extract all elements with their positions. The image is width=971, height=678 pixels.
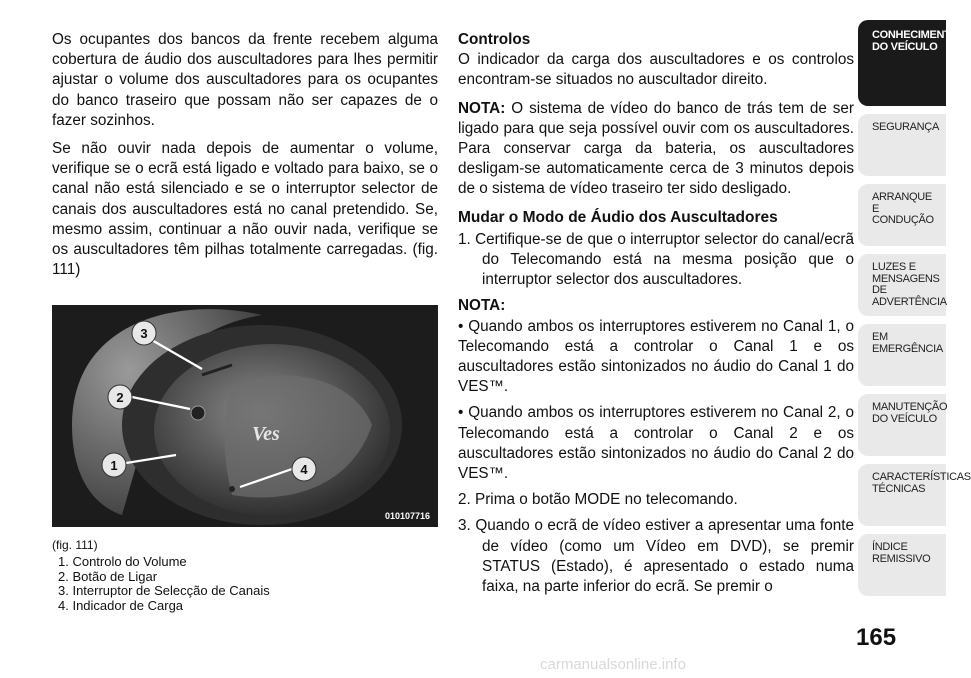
svg-text:Ves: Ves <box>252 423 280 445</box>
tab-manutencao-do-veiculo[interactable]: MANUTENÇÃO DO VEÍCULO <box>858 394 946 456</box>
intro-paragraph: Os ocupantes dos bancos da frente recebem alguma cobertura de áudio dos auscultadores para lhes permitir ajustar o volume dos auscultadores para os ocupantes do banco traseiro que possam não ser capazes de o fazer sozinhos. <box>52 31 438 129</box>
headphones-figure <box>52 305 438 527</box>
tab-luzes-e-mensagens[interactable]: LUZES E MENSAGENS DE ADVERTÊNCIA <box>858 254 946 316</box>
callout-4: 4 <box>300 462 308 477</box>
bullet-channel-1: • Quando ambos os interruptores estiverem no Canal 1, o Telecomando está a controlar o Canal 1 e os auscultadores estão sintonizados no áudio do Canal 1 do VES™. <box>458 317 854 396</box>
legend-item: 1. Controlo do Volume <box>58 554 187 569</box>
callout-1: 1 <box>110 458 118 473</box>
tab-seguranca[interactable]: SEGURANÇA <box>858 114 946 176</box>
legend-item: 3. Interruptor de Selecção de Canais <box>58 583 270 598</box>
legend-item: 4. Indicador de Carga <box>58 597 184 613</box>
callout-3: 3 <box>140 326 148 341</box>
step-1: 1. Certifique-se de que o interruptor selector do canal/ecrã do Telecomando está na mesma posição que o interruptor selector dos auscultadores. <box>458 230 854 289</box>
callout-2: 2 <box>116 390 124 405</box>
nota-text: O sistema de vídeo do banco de trás tem de ser ligado para que seja possível ouvir com os auscultadores. Para conservar carga da bateria, os auscultadores desligam-se automaticamente cerca de 3 minutos depois de o sistema de vídeo traseiro ter sido desligado. <box>458 99 854 198</box>
figure-legend <box>58 555 270 613</box>
nota-paragraph <box>458 99 854 200</box>
tab-conhecimento-do-veiculo[interactable]: CONHECIMENTO DO VEÍCULO <box>858 20 946 106</box>
nota-label-2: NOTA: <box>458 297 506 315</box>
step-3: 3. Quando o ecrã de vídeo estiver a apresentar uma fonte de vídeo (como um Vídeo em DVD), se premir STATUS (Estado), é apresentado o estado numa faixa, na parte inferior do ecrã. Se premir o <box>458 517 854 596</box>
tab-indice-remissivo[interactable]: ÍNDICE REMISSIVO <box>858 534 946 596</box>
section-heading-audio-mode: Mudar o Modo de Áudio dos Auscultadores <box>458 208 778 226</box>
legend-item: 2. Botão de Ligar <box>58 568 158 584</box>
bullet-channel-2: • Quando ambos os interruptores estiverem no Canal 2, o Telecomando está a controlar o Canal 2 e os auscultadores estão sintonizados no áudio do Canal 2 do VES™. <box>458 404 854 483</box>
nota-label: NOTA: <box>458 99 506 117</box>
step-2: 2. Prima o botão MODE no telecomando. <box>458 491 738 509</box>
tab-caracteristicas-tecnicas[interactable]: CARACTERÍSTICAS TÉCNICAS <box>858 464 946 526</box>
headphones-illustration <box>52 305 438 527</box>
tab-em-emergencia[interactable]: EM EMERGÊNCIA <box>858 324 946 386</box>
figure-caption: (fig. 111) <box>52 538 98 552</box>
figure-id-label: 010107716 <box>384 511 430 521</box>
section-heading-controlos: Controlos <box>458 31 531 48</box>
tab-arranque-e-conducao[interactable]: ARRANQUE E CONDUÇÃO <box>858 184 946 246</box>
left-column <box>52 30 438 288</box>
watermark: carmanualsonline.info <box>540 656 686 673</box>
right-column <box>458 30 854 603</box>
page-number: 165 <box>856 624 897 651</box>
controls-paragraph: O indicador da carga dos auscultadores e os controlos encontram-se situados no auscultador direito. <box>458 51 854 89</box>
troubleshoot-paragraph: Se não ouvir nada depois de aumentar o volume, verifique se o ecrã está ligado e voltado para baixo, se o canal não está silenciado e se o interruptor selector de canais dos auscultadores está no canal pretendido. Se, mesmo assim, continuar a não ouvir nada, verifique se os auscultadores têm pilhas totalmente carregadas. (fig. 111) <box>52 140 438 279</box>
chapter-tabs <box>858 20 971 604</box>
